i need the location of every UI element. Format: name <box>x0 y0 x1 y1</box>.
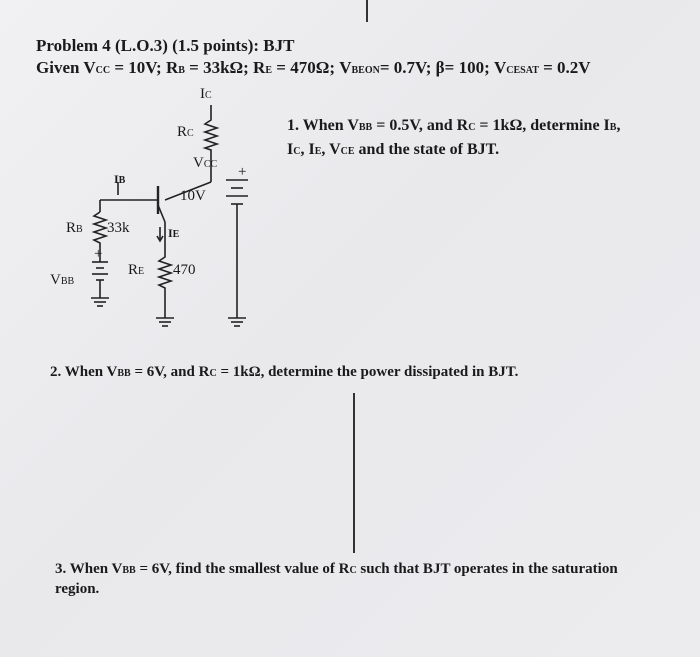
vcc-label: VCC <box>193 155 218 171</box>
rc-label: RC <box>177 124 194 140</box>
re-value-label: 470 <box>173 262 196 278</box>
ie-label: IE <box>168 226 180 240</box>
re-resistor <box>159 255 171 318</box>
vcc-value-label: 10V <box>180 188 206 204</box>
vbb-label: VBB <box>50 272 75 288</box>
ib-label: IB <box>114 172 126 186</box>
question-1: 1. When VBB = 0.5V, and RC = 1kΩ, determine IB, IC, IE, VCE and the state of BJT. <box>287 117 621 158</box>
vbb-plus-label: + <box>94 246 103 262</box>
ic-label: IC <box>200 86 212 102</box>
rc-resistor <box>205 118 217 182</box>
question-3: 3. When VBB = 6V, find the smallest value of RC such that BJT operates in the saturation region. <box>55 561 618 597</box>
vcc-plus-label: + <box>238 164 247 180</box>
rb-label: RB <box>66 220 83 236</box>
re-label: RE <box>128 262 145 278</box>
problem-title: Problem 4 (L.O.3) (1.5 points): BJT <box>36 36 295 55</box>
rb-value-label: 33k <box>107 220 130 236</box>
question-2: 2. When VBB = 6V, and RC = 1kΩ, determine the power dissipated in BJT. <box>50 364 519 380</box>
given-parameters: Given VCC = 10V; RB = 33kΩ; RE = 470Ω; VBEON= 0.7V; β= 100; VCESAT = 0.2V <box>36 58 591 77</box>
